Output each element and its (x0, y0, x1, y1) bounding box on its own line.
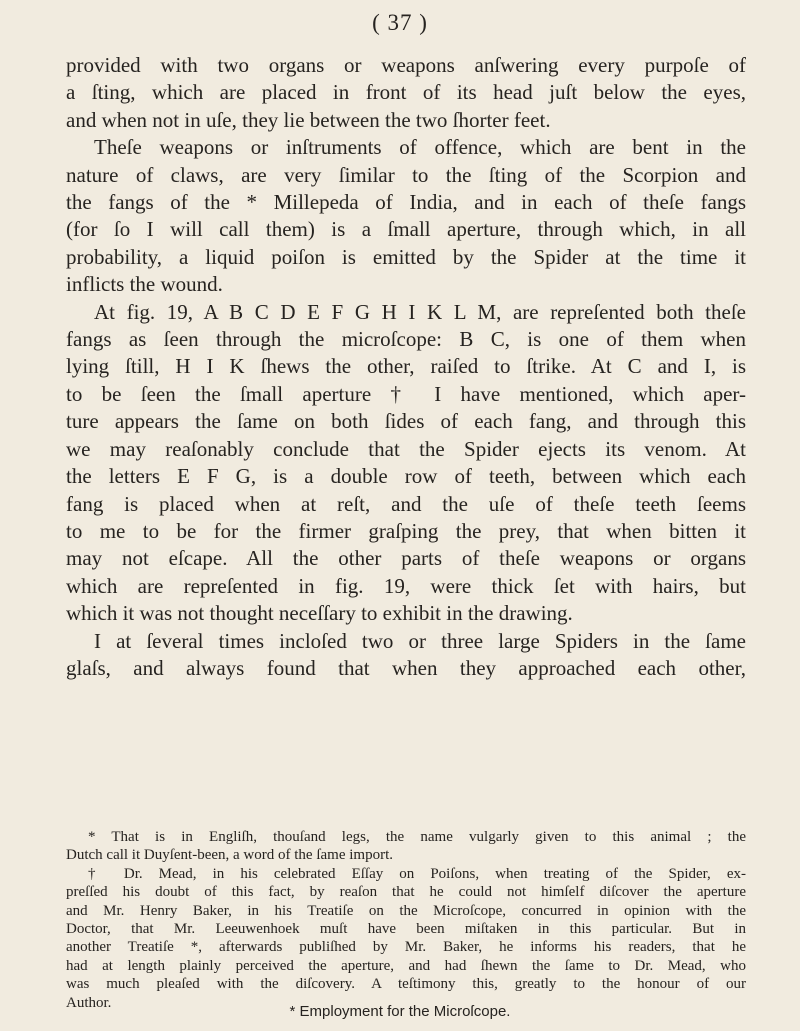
text-line: provided with two organs or weapons anſwering every purpoſe of (66, 53, 746, 77)
main-text (66, 52, 746, 682)
text-line: fangs as ſeen through the microſcope: B C, is one of them when (66, 327, 746, 352)
text-line: I at ſeveral times incloſed two or three large Spiders in the ſame (94, 628, 746, 653)
text-line: (for ſo I will call them) is a ſmall aperture, through which, in all (66, 217, 746, 242)
footnote-line: preſſed his doubt of this fact, by reaſon that he could not himſelf diſcover the aperture (66, 884, 746, 901)
text-line: ture appears the ſame on both ſides of each fang, and through this (66, 409, 746, 434)
text-line: to me to be for the firmer graſping the prey, that when bitten it (66, 518, 746, 543)
footnote-line: and Mr. Henry Baker, in his Treatiſe on the Microſcope, concurred in opinion with the (66, 902, 746, 919)
text-line: At fig. 19, A B C D E F G H I K L M, are repreſented both theſe (94, 299, 746, 324)
text-line: a ſting, which are placed in front of its head juſt below the eyes, (66, 80, 746, 105)
text-line: probability, a liquid poiſon is emitted by the Spider at the time it (66, 244, 746, 269)
text-line: Theſe weapons or inſtruments of offence, which are bent in the (94, 135, 746, 160)
text-line: to be ſeen the ſmall aperture † I have mentioned, which aper- (66, 381, 746, 406)
footnotes (66, 828, 746, 1012)
text-line: inflicts the wound. (66, 272, 223, 297)
text-line: the letters E F G, is a double row of teeth, between which each (66, 464, 746, 489)
text-line: may not eſcape. All the other parts of theſe weapons or organs (66, 546, 746, 571)
text-line: and when not in uſe, they lie between the two ſhorter feet. (66, 107, 551, 132)
footnote-line: was much pleaſed with the diſcovery. A teſtimony this, greatly to the honour of our (66, 976, 746, 993)
text-line: lying ſtill, H I K ſhews the other, raiſed to ſtrike. At C and I, is (66, 354, 746, 379)
footnote-line: another Treatiſe *, afterwards publiſhed by Mr. Baker, he informs his readers, that he (66, 939, 746, 956)
page-number: ( 37 ) (372, 10, 428, 35)
footnote-line: Dutch call it Duyſent-been, a word of the ſame import. (66, 847, 393, 864)
text-line: nature of claws, are very ſimilar to the ſting of the Scorpion and (66, 162, 746, 187)
footnote-line: † Dr. Mead, in his celebrated Eſſay on Poiſons, when treating of the Spider, ex- (88, 865, 746, 882)
footnote-line: Author. (66, 994, 112, 1011)
footnote-line: * That is in Engliſh, thouſand legs, the name vulgarly given to this animal ; the (88, 829, 746, 845)
text-line: fang is placed when at reſt, and the uſe of theſe teeth ſeems (66, 491, 746, 516)
footnote-line: Doctor, that Mr. Leeuwenhoek muſt have been miſtaken in this particular. But in (66, 921, 746, 938)
text-line: which are repreſented in fig. 19, were thick ſet with hairs, but (66, 573, 746, 598)
footnote-line: had at length plainly perceived the aperture, and had ſhewn the ſame to Dr. Mead, who (66, 957, 746, 974)
text-line: the fangs of the * Millepeda of India, and in each of theſe fangs (66, 190, 746, 215)
bottom-footnote: * Employment for the Microſcope. (289, 1003, 511, 1020)
text-line: we may reaſonably conclude that the Spider ejects its venom. At (66, 436, 746, 461)
text-line: which it was not thought neceſſary to exhibit in the drawing. (66, 601, 573, 626)
text-line: glaſs, and always found that when they approached each other, (66, 655, 746, 680)
